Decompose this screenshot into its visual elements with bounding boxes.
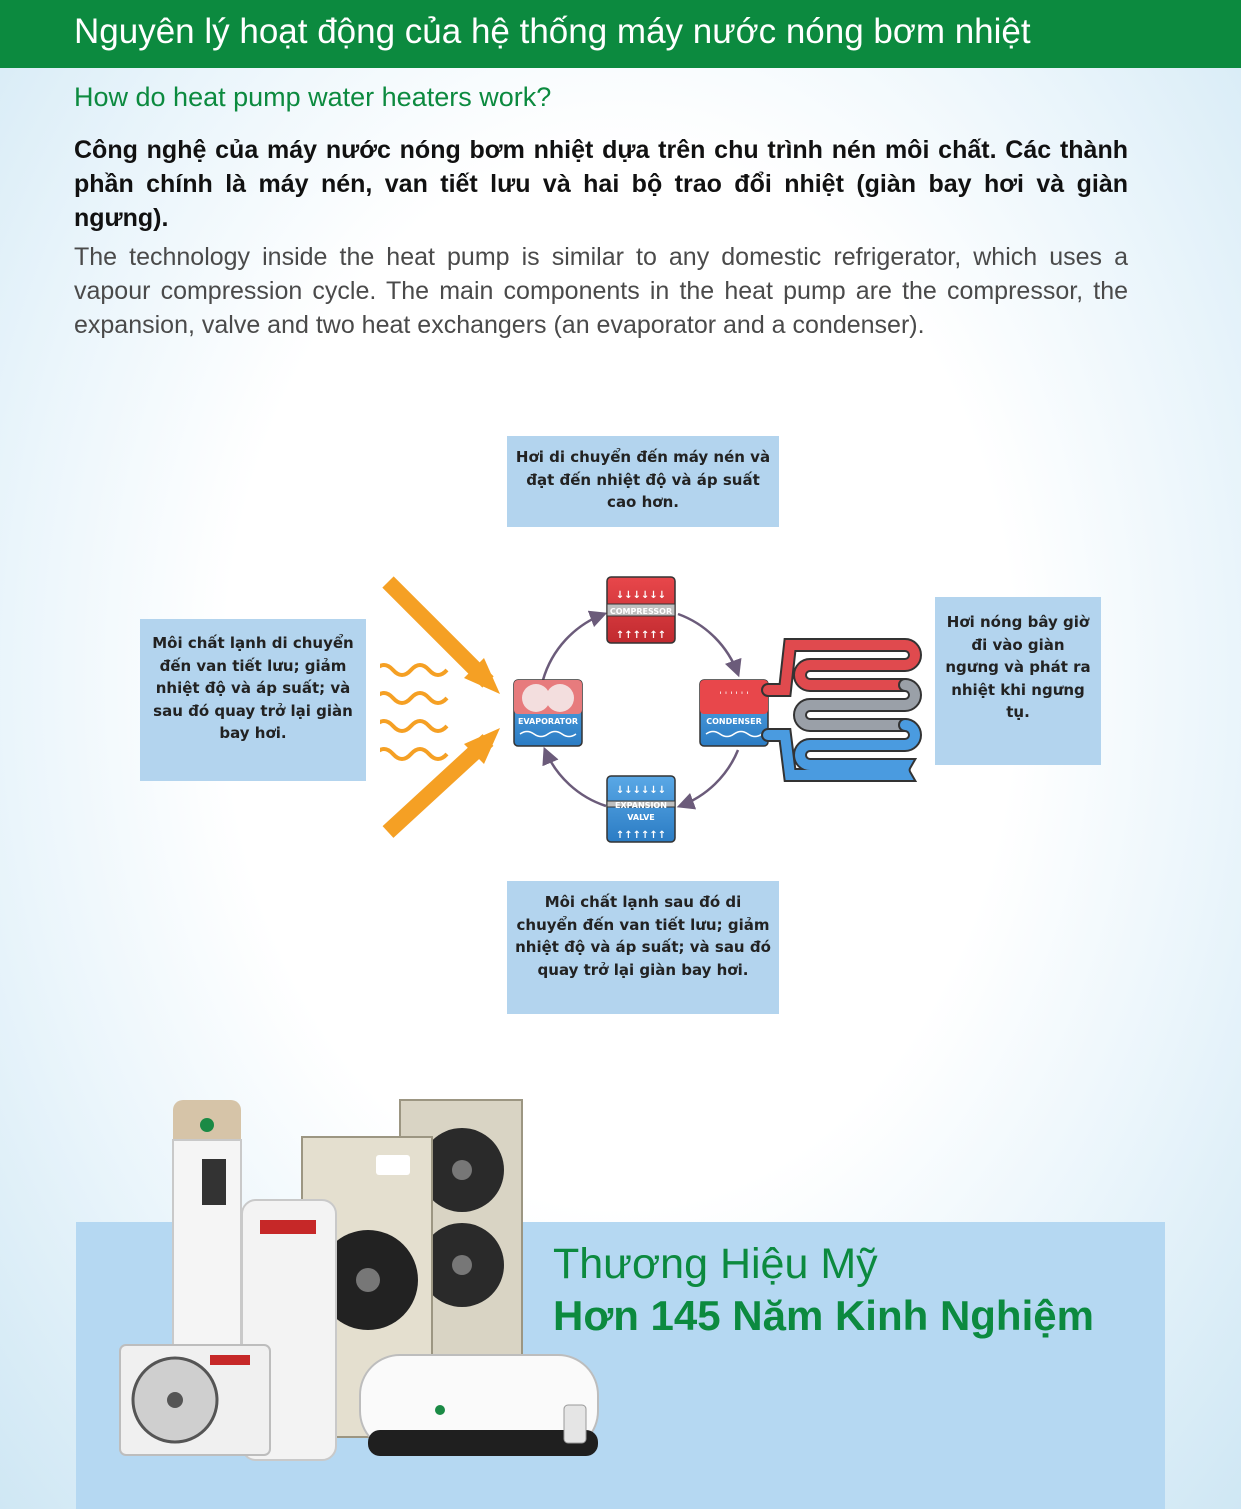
evaporator-label: EVAPORATOR (517, 717, 579, 726)
compressor-block (607, 577, 675, 643)
brand-tagline: Thương Hiệu Mỹ (553, 1240, 878, 1288)
product-lineup-image (110, 1095, 610, 1509)
svg-text:↓↓↓↓↓↓: ↓↓↓↓↓↓ (615, 785, 667, 796)
condenser-label: CONDENSER (706, 717, 762, 726)
intro-paragraph: The technology inside the heat pump is similar to any domestic refrigerator, which uses a vapour compression cycle. The main components in the heat pump are the compressor, the expansion, valve and two heat exchangers (an evaporator and a condenser). (74, 243, 1128, 339)
note-compressor: Hơi di chuyển đến máy nén và đạt đến nhiệt độ và áp suất cao hơn. (507, 436, 779, 527)
svg-text:↑↑↑↑↑↑: ↑↑↑↑↑↑ (615, 830, 667, 841)
note-expansion-valve: Môi chất lạnh sau đó di chuyển đến van tiết lưu; giảm nhiệt độ và áp suất; và sau đó quay trở lại giàn bay hơi. (507, 881, 779, 1014)
condenser-block (700, 680, 768, 746)
condenser-coil (768, 645, 915, 775)
intro-bold-paragraph: Công nghệ của máy nước nóng bơm nhiệt dựa trên chu trình nén môi chất. Các thành phần chính là máy nén, van tiết lưu và hai bộ trao đổi nhiệt (giàn bay hơi và giàn ngưng). (74, 136, 1128, 232)
svg-text:' ' ' ' ' ': ' ' ' ' ' ' (719, 691, 749, 701)
incoming-heat-arrows (380, 582, 500, 832)
svg-text:↓↓↓↓↓↓: ↓↓↓↓↓↓ (615, 590, 667, 601)
note-evaporator: Môi chất lạnh di chuyển đến van tiết lưu; giảm nhiệt độ và áp suất; và sau đó quay trở lại giàn bay hơi. (140, 619, 366, 781)
heat-wave (380, 693, 447, 703)
page-title: Nguyên lý hoạt động của hệ thống máy nước nóng bơm nhiệt (74, 12, 1031, 51)
note-condenser: Hơi nóng bây giờ đi vào giàn ngưng và phát ra nhiệt khi ngưng tụ. (935, 597, 1101, 765)
upper-heat-arrow (388, 582, 488, 682)
lower-heat-arrow (388, 740, 488, 832)
heat-wave (380, 749, 447, 759)
subtitle: How do heat pump water heaters work? (74, 82, 552, 112)
compressor-label: COMPRESSOR (609, 607, 673, 616)
water-tank (173, 1100, 241, 1370)
evaporator-block (514, 680, 582, 746)
heat-pump-cycle-diagram (380, 570, 940, 850)
header-bar (0, 0, 1241, 68)
horizontal-water-heater (360, 1355, 598, 1456)
expansion-valve-block (607, 776, 675, 842)
heat-wave (380, 721, 447, 731)
expansion-label-line2: VALVE (627, 813, 655, 822)
outdoor-condensing-unit (120, 1345, 270, 1455)
heat-wave (380, 665, 447, 675)
brand-experience: Hơn 145 Năm Kinh Nghiệm (553, 1292, 1094, 1339)
expansion-label-line1: EXPANSION (615, 801, 667, 810)
svg-text:↑↑↑↑↑↑: ↑↑↑↑↑↑ (615, 630, 667, 641)
